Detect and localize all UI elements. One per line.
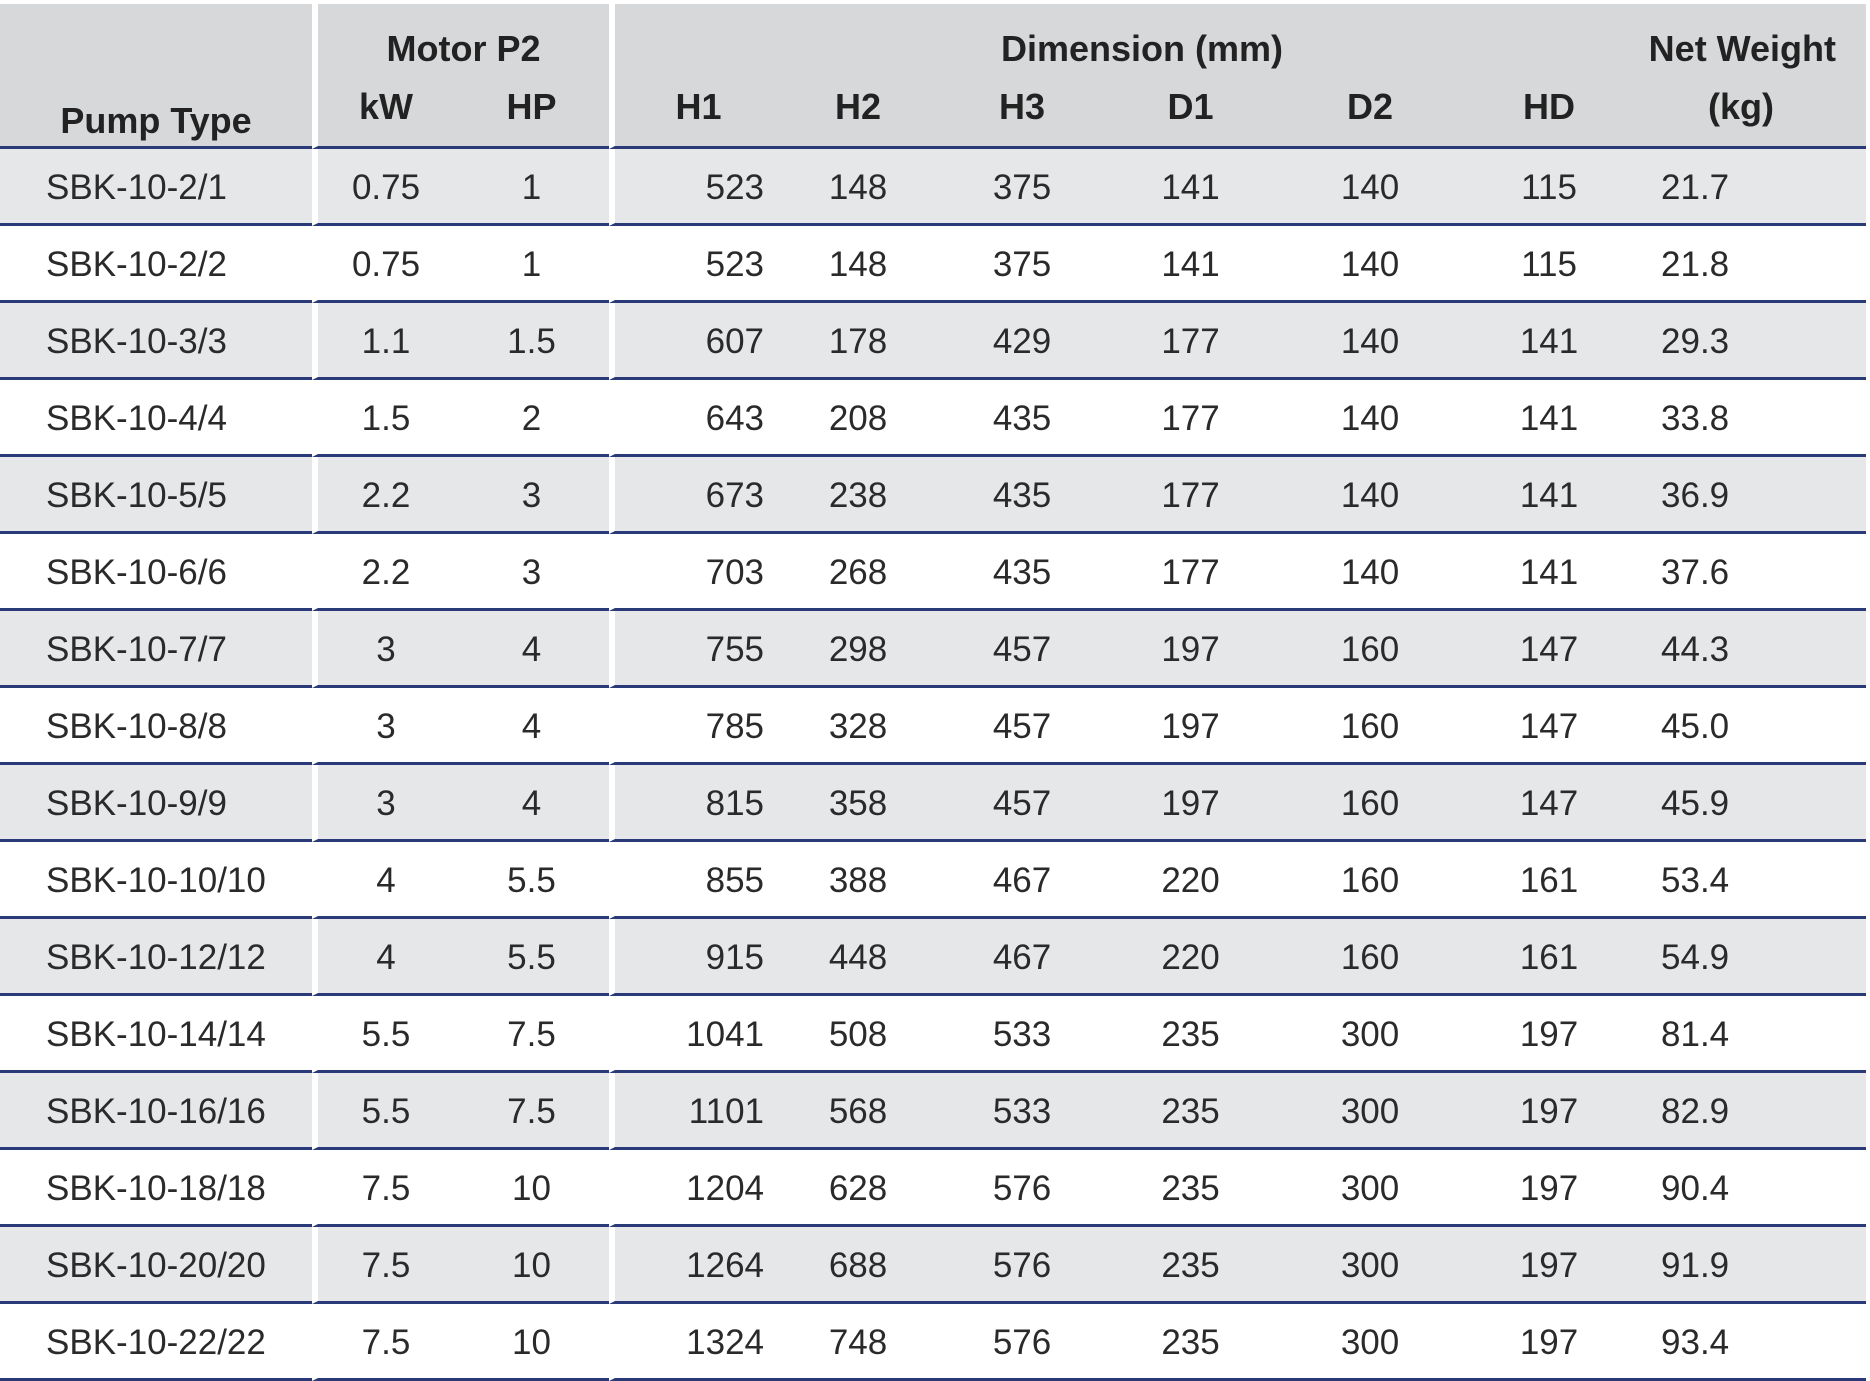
dim-hd-cell: 141 (1469, 457, 1629, 534)
motor-kw-cell: 7.5 (312, 1304, 454, 1381)
table-row (0, 380, 1866, 457)
pump-type-cell: SBK-10-20/20 (0, 1227, 312, 1304)
dim-h2-cell: 628 (782, 1150, 934, 1227)
net-weight-cell: 37.6 (1629, 534, 1866, 611)
net-weight-cell: 81.4 (1629, 996, 1866, 1073)
dim-d2-cell: 300 (1271, 1227, 1469, 1304)
header-hp: HP (454, 74, 609, 149)
motor-hp-cell: 10 (454, 1304, 609, 1381)
dim-h3-cell: 457 (934, 765, 1110, 842)
dim-h3-cell: 457 (934, 688, 1110, 765)
header-d2: D2 (1271, 74, 1469, 149)
dim-h2-cell: 448 (782, 919, 934, 996)
net-weight-cell: 33.8 (1629, 380, 1866, 457)
motor-kw-cell: 5.5 (312, 1073, 454, 1150)
table-row (0, 1073, 1866, 1150)
pump-type-cell: SBK-10-9/9 (0, 765, 312, 842)
dim-h3-cell: 467 (934, 842, 1110, 919)
motor-hp-cell: 1.5 (454, 303, 609, 380)
dim-d2-cell: 160 (1271, 611, 1469, 688)
dim-h1-cell: 703 (609, 534, 782, 611)
dim-d1-cell: 197 (1110, 611, 1271, 688)
dim-d2-cell: 140 (1271, 149, 1469, 226)
motor-kw-cell: 5.5 (312, 996, 454, 1073)
motor-hp-cell: 3 (454, 457, 609, 534)
dim-hd-cell: 161 (1469, 919, 1629, 996)
dim-h1-cell: 785 (609, 688, 782, 765)
motor-kw-cell: 2.2 (312, 457, 454, 534)
table-row (0, 996, 1866, 1073)
dim-h2-cell: 298 (782, 611, 934, 688)
dim-h3-cell: 435 (934, 457, 1110, 534)
pump-type-cell: SBK-10-18/18 (0, 1150, 312, 1227)
header-dimension: Dimension (mm) (609, 4, 1629, 74)
motor-kw-cell: 2.2 (312, 534, 454, 611)
dim-h2-cell: 388 (782, 842, 934, 919)
pump-type-cell: SBK-10-2/1 (0, 149, 312, 226)
pump-type-cell: SBK-10-7/7 (0, 611, 312, 688)
motor-kw-cell: 3 (312, 688, 454, 765)
dim-h3-cell: 576 (934, 1304, 1110, 1381)
table-row (0, 842, 1866, 919)
dim-h3-cell: 576 (934, 1227, 1110, 1304)
pump-type-cell: SBK-10-6/6 (0, 534, 312, 611)
dim-d1-cell: 220 (1110, 919, 1271, 996)
dim-h2-cell: 238 (782, 457, 934, 534)
table-row (0, 919, 1866, 996)
pump-type-cell: SBK-10-2/2 (0, 226, 312, 303)
dim-h1-cell: 755 (609, 611, 782, 688)
dim-d2-cell: 140 (1271, 303, 1469, 380)
header-net-weight: Net Weight (1629, 4, 1866, 74)
pump-type-cell: SBK-10-12/12 (0, 919, 312, 996)
header-hd: HD (1469, 74, 1629, 149)
motor-hp-cell: 5.5 (454, 919, 609, 996)
dim-hd-cell: 197 (1469, 1073, 1629, 1150)
pump-spec-table (0, 4, 1866, 1381)
net-weight-cell: 90.4 (1629, 1150, 1866, 1227)
motor-hp-cell: 7.5 (454, 996, 609, 1073)
dim-h1-cell: 1204 (609, 1150, 782, 1227)
header-h1: H1 (609, 74, 782, 149)
dim-h3-cell: 375 (934, 226, 1110, 303)
dim-h2-cell: 748 (782, 1304, 934, 1381)
dim-d2-cell: 300 (1271, 1150, 1469, 1227)
dim-h2-cell: 688 (782, 1227, 934, 1304)
table-row (0, 534, 1866, 611)
dim-h2-cell: 358 (782, 765, 934, 842)
motor-hp-cell: 5.5 (454, 842, 609, 919)
dim-h2-cell: 148 (782, 149, 934, 226)
motor-hp-cell: 4 (454, 688, 609, 765)
header-kw: kW (312, 74, 454, 149)
net-weight-cell: 45.0 (1629, 688, 1866, 765)
dim-d2-cell: 160 (1271, 842, 1469, 919)
dim-h3-cell: 533 (934, 1073, 1110, 1150)
dim-d2-cell: 300 (1271, 1073, 1469, 1150)
dim-hd-cell: 141 (1469, 534, 1629, 611)
table-row (0, 226, 1866, 303)
dim-h1-cell: 915 (609, 919, 782, 996)
dim-hd-cell: 115 (1469, 226, 1629, 303)
pump-type-cell: SBK-10-8/8 (0, 688, 312, 765)
dim-h3-cell: 576 (934, 1150, 1110, 1227)
pump-type-cell: SBK-10-16/16 (0, 1073, 312, 1150)
table-row (0, 611, 1866, 688)
dim-hd-cell: 161 (1469, 842, 1629, 919)
table-header (0, 4, 1866, 149)
dim-d1-cell: 197 (1110, 765, 1271, 842)
net-weight-cell: 93.4 (1629, 1304, 1866, 1381)
motor-kw-cell: 1.1 (312, 303, 454, 380)
net-weight-cell: 36.9 (1629, 457, 1866, 534)
dim-h3-cell: 467 (934, 919, 1110, 996)
dim-h1-cell: 607 (609, 303, 782, 380)
dim-d2-cell: 140 (1271, 226, 1469, 303)
dim-h1-cell: 815 (609, 765, 782, 842)
table-row (0, 1304, 1866, 1381)
dim-h2-cell: 148 (782, 226, 934, 303)
pump-type-cell: SBK-10-14/14 (0, 996, 312, 1073)
dim-d1-cell: 197 (1110, 688, 1271, 765)
dim-h3-cell: 429 (934, 303, 1110, 380)
dim-d2-cell: 300 (1271, 1304, 1469, 1381)
dim-hd-cell: 197 (1469, 996, 1629, 1073)
dim-h3-cell: 435 (934, 534, 1110, 611)
motor-hp-cell: 4 (454, 765, 609, 842)
header-h3: H3 (934, 74, 1110, 149)
dim-h1-cell: 673 (609, 457, 782, 534)
dim-h2-cell: 508 (782, 996, 934, 1073)
dim-d2-cell: 160 (1271, 688, 1469, 765)
header-pump-type: Pump Type (0, 4, 312, 149)
dim-hd-cell: 115 (1469, 149, 1629, 226)
dim-d1-cell: 141 (1110, 149, 1271, 226)
dim-d1-cell: 235 (1110, 1073, 1271, 1150)
net-weight-cell: 54.9 (1629, 919, 1866, 996)
dim-hd-cell: 197 (1469, 1227, 1629, 1304)
motor-hp-cell: 4 (454, 611, 609, 688)
dim-d2-cell: 140 (1271, 457, 1469, 534)
dim-d1-cell: 220 (1110, 842, 1271, 919)
table-row (0, 1150, 1866, 1227)
table-row (0, 688, 1866, 765)
dim-h1-cell: 855 (609, 842, 782, 919)
net-weight-cell: 91.9 (1629, 1227, 1866, 1304)
net-weight-cell: 21.7 (1629, 149, 1866, 226)
header-row-top (0, 4, 1866, 74)
dim-h2-cell: 328 (782, 688, 934, 765)
dim-d2-cell: 300 (1271, 996, 1469, 1073)
dim-h2-cell: 208 (782, 380, 934, 457)
dim-h1-cell: 1041 (609, 996, 782, 1073)
dim-d1-cell: 177 (1110, 303, 1271, 380)
dim-d2-cell: 140 (1271, 534, 1469, 611)
table-row (0, 1227, 1866, 1304)
dim-h1-cell: 1264 (609, 1227, 782, 1304)
dim-d2-cell: 140 (1271, 380, 1469, 457)
motor-hp-cell: 1 (454, 149, 609, 226)
dim-hd-cell: 147 (1469, 611, 1629, 688)
table-row (0, 765, 1866, 842)
dim-d1-cell: 235 (1110, 996, 1271, 1073)
motor-kw-cell: 0.75 (312, 226, 454, 303)
dim-hd-cell: 141 (1469, 380, 1629, 457)
motor-kw-cell: 4 (312, 842, 454, 919)
net-weight-cell: 45.9 (1629, 765, 1866, 842)
dim-h1-cell: 1324 (609, 1304, 782, 1381)
table-row (0, 457, 1866, 534)
dim-h3-cell: 435 (934, 380, 1110, 457)
header-net-weight-unit: (kg) (1629, 74, 1866, 149)
motor-hp-cell: 7.5 (454, 1073, 609, 1150)
dim-hd-cell: 141 (1469, 303, 1629, 380)
dim-hd-cell: 197 (1469, 1304, 1629, 1381)
pump-type-cell: SBK-10-4/4 (0, 380, 312, 457)
motor-kw-cell: 7.5 (312, 1150, 454, 1227)
dim-h3-cell: 533 (934, 996, 1110, 1073)
motor-hp-cell: 10 (454, 1227, 609, 1304)
motor-kw-cell: 1.5 (312, 380, 454, 457)
net-weight-cell: 53.4 (1629, 842, 1866, 919)
motor-kw-cell: 0.75 (312, 149, 454, 226)
dim-d1-cell: 141 (1110, 226, 1271, 303)
motor-kw-cell: 3 (312, 611, 454, 688)
dim-h1-cell: 643 (609, 380, 782, 457)
dim-d1-cell: 235 (1110, 1304, 1271, 1381)
dim-d1-cell: 235 (1110, 1227, 1271, 1304)
table-row (0, 303, 1866, 380)
dim-h2-cell: 178 (782, 303, 934, 380)
net-weight-cell: 44.3 (1629, 611, 1866, 688)
header-h2: H2 (782, 74, 934, 149)
dim-d1-cell: 177 (1110, 534, 1271, 611)
motor-kw-cell: 3 (312, 765, 454, 842)
dim-h3-cell: 375 (934, 149, 1110, 226)
motor-kw-cell: 7.5 (312, 1227, 454, 1304)
pump-type-cell: SBK-10-10/10 (0, 842, 312, 919)
pump-type-cell: SBK-10-22/22 (0, 1304, 312, 1381)
header-d1: D1 (1110, 74, 1271, 149)
pump-type-cell: SBK-10-3/3 (0, 303, 312, 380)
dim-d2-cell: 160 (1271, 765, 1469, 842)
net-weight-cell: 82.9 (1629, 1073, 1866, 1150)
pump-type-cell: SBK-10-5/5 (0, 457, 312, 534)
table-body (0, 149, 1866, 1381)
dim-h3-cell: 457 (934, 611, 1110, 688)
dim-h2-cell: 268 (782, 534, 934, 611)
dim-hd-cell: 147 (1469, 688, 1629, 765)
net-weight-cell: 29.3 (1629, 303, 1866, 380)
dim-d1-cell: 177 (1110, 457, 1271, 534)
dim-d2-cell: 160 (1271, 919, 1469, 996)
header-motor-p2: Motor P2 (312, 4, 609, 74)
dim-h2-cell: 568 (782, 1073, 934, 1150)
dim-d1-cell: 235 (1110, 1150, 1271, 1227)
motor-kw-cell: 4 (312, 919, 454, 996)
dim-hd-cell: 197 (1469, 1150, 1629, 1227)
net-weight-cell: 21.8 (1629, 226, 1866, 303)
motor-hp-cell: 2 (454, 380, 609, 457)
motor-hp-cell: 10 (454, 1150, 609, 1227)
dim-h1-cell: 523 (609, 226, 782, 303)
dim-hd-cell: 147 (1469, 765, 1629, 842)
dim-h1-cell: 523 (609, 149, 782, 226)
dim-d1-cell: 177 (1110, 380, 1271, 457)
dim-h1-cell: 1101 (609, 1073, 782, 1150)
table-row (0, 149, 1866, 226)
motor-hp-cell: 1 (454, 226, 609, 303)
motor-hp-cell: 3 (454, 534, 609, 611)
